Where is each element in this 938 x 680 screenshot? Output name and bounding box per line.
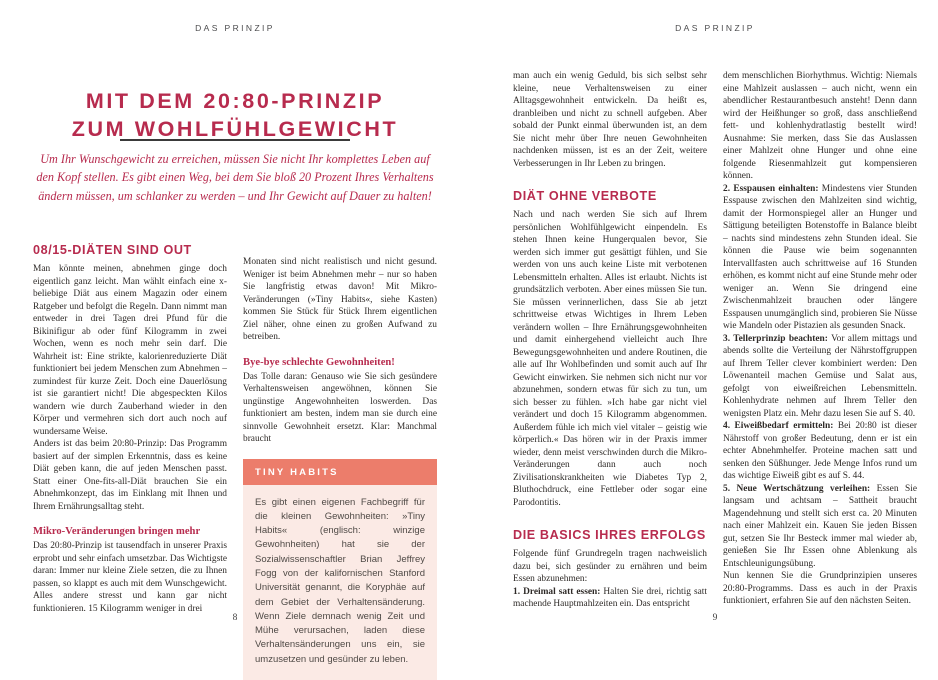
rule-text-4: Bei 20:80 ist dieser Nährstoff von großer Bedeutung, denn er ist ein echter Abnehmhelfer. Proteine machen satt und senken den Süßhunger. Jede Menge Infos rund um das wichtige Eiweiß gibt es auf S. 44. — [723, 421, 917, 481]
rule-label-4: 4. Eiweißbedarf ermitteln: — [723, 421, 833, 431]
rule-paragraph-1 — [513, 586, 707, 611]
paragraph: man auch ein wenig Geduld, bis sich selbst sehr kleine, neue Verhaltensweisen zu einer Alltagsgewohnheit entwickeln. Da heißt es, dranbleiben und nicht zu schnell aufgeben. Aber sobald der Punkt einmal überwunden ist, an dem Sie nicht mehr über Ihre neuen Gewohnheiten nachdenken müssen, ist es an der Zeit, weitere Verbesserungen in Ihr Leben zu bringen. — [513, 70, 707, 170]
section-heading-basics-ihres-erfolgs: DIE BASICS IHRES ERFOLGS — [513, 528, 707, 542]
paragraph: Nun kennen Sie die Grundprinzipien unseres 20:80-Programms. Dass es auch in der Praxis funktioniert, erfahren Sie auf den nächsten Seiten. — [723, 570, 917, 608]
rule-paragraph-2 — [723, 183, 917, 333]
title-divider — [120, 139, 350, 141]
page-number-left: 8 — [33, 613, 437, 623]
paragraph: Das Tolle daran: Genauso wie Sie sich gesündere Verhaltensweisen angewöhnen, können Sie ungünstige Angewohnheiten loswerden. Das funktioniert am besten, indem man sie durch eine sinnvolle Gewohnheit ersetzt. Klar: Manchmal braucht — [243, 371, 437, 446]
paragraph: Man könnte meinen, abnehmen ginge doch eigentlich ganz leicht. Man wählt einfach eine x-beliebige Diät aus einem Magazin oder einem Ratgeber und befolgt die Regeln. Dann nimmt man entweder in drei Tagen drei Pfund für die Bikinifigur ab oder fünf Kilogramm in zwei Wochen, wenn es noch mehr sein darf. Die Wahrheit ist: Eine strikte, kalorienreduzierte Diät funktioniert bei jedem Menschen zum Abnehmen – zumindest für kurze Zeit. Doch eine Dauerlösung ist sie garantiert nicht! Die abgespeckten Kilos wandern wie durch Zauberhand wieder in den Körper und vermehren sich dort auch noch auf wundersame Weise. — [33, 263, 227, 438]
running-head-right: DAS PRINZIP — [513, 23, 917, 33]
rule-text-5: Essen Sie langsam und achtsam – Sattheit braucht Magendehnung und stellt sich erst ca. 20 Minuten nach einer Mahlzeit ein. Kauen Sie jeden Bissen gut, setzen Sie Ihr Besteck immer mal wieder ab, genießen Sie Ihr Essen ohne Ablenkung als Entschleunigungsübung. — [723, 484, 917, 569]
right-page-column-1 — [513, 70, 707, 611]
right-page-columns — [513, 70, 917, 611]
rule-label-3: 3. Tellerprinzip beachten: — [723, 334, 828, 344]
rule-text-2: Mindestens vier Stunden Esspause zwischen den Mahlzeiten sind wichtig, damit der Hormonspiegel aller an Hunger und Sättigung beteiligten Botenstoffe in Balance bleibt – nachts sind mindestens zehn Stunden ideal. Sie können die Pause wie beim sogenannten Intervallfasten auch schrittweise auf 16 Stunden erhöhen, es kommt nicht auf eine Stunde mehr oder weniger an. Wenn Sie dringend eine Zwischenmahlzeit brauchen oder längere Esspausen unumgänglich sind, probieren Sie Nüsse wie Mandeln oder Pistazien als gesunden Snack. — [723, 184, 917, 332]
rule-label-5: 5. Neue Wertschätzung verleihen: — [723, 484, 870, 494]
rule-text-3: Vor allem mittags und abends sollte die Verteilung der Nährstoffgruppen auf Ihrem Teller clever kombiniert werden: Den Löwenanteil machen Gemüse und Salat aus, gefolgt von eiweißreichen Lebensmitteln. Kohlenhydrate nehmen auf Ihrem Teller den wenigsten Platz ein. Mehr dazu lesen Sie auf S. 40. — [723, 334, 917, 419]
rule-paragraph-4 — [723, 420, 917, 483]
page-right — [513, 0, 917, 648]
paragraph: Monaten sind nicht realistisch und nicht gesund. Weniger ist beim Abnehmen mehr – nur so haben Sie langfristig etwas davon! Mit Mikro-Veränderungen (»Tiny Habits«, siehe Kasten) kommen Sie Stück für Stück Ihrem eigentlichen Ziel näher, ohne einen zu großen Aufwand zu betreiben. — [243, 256, 437, 344]
running-head-left: DAS PRINZIP — [33, 23, 437, 33]
page-number-right: 9 — [513, 613, 917, 623]
rule-label-2: 2. Esspausen einhalten: — [723, 184, 818, 194]
page-title-line1: MIT DEM 20:80-PRINZIP — [86, 89, 384, 113]
right-page-column-2 — [723, 70, 917, 611]
tiny-habits-box-text: Es gibt einen eigenen Fachbegriff für die kleinen Gewohnheiten: »Tiny Habits« (englisch: winzige Gewohnheiten) hat sie der Sozialwissenschaftler Brian Jeffrey Fogg von der kalifornischen Stanford Universität genannt, die Koryphäe auf dem Gebiet der Verhaltensänderung. Wenn Ziele demnach wenig Zeit und Mühe verursachen, laden diese Verhaltensänderungen uns ein, sie umzusetzen und gesünder zu leben. — [243, 485, 437, 680]
section-heading-diaet-ohne-verbote: DIÄT OHNE VERBOTE — [513, 189, 707, 203]
intro-paragraph: Um Ihr Wunschgewicht zu erreichen, müssen Sie nicht Ihr komplettes Leben auf den Kopf stellen. Es gibt einen Weg, bei dem Sie bloß 20 Prozent Ihres Verhaltens ändern müssen, um schlanker zu werden – und Ihr Gewicht auf Dauer zu halten! — [31, 150, 439, 205]
rule-label-1: 1. Dreimal satt essen: — [513, 587, 600, 597]
paragraph: dem menschlichen Biorhythmus. Wichtig: Niemals eine Mahlzeit auslassen – auch nicht, wenn ein abendlicher Restaurantbesuch ansteht! Denn dann wird der Heißhunger so groß, dass anschließend fett- und kohlenhydratlastig bestellt wird! Ausnahme: Sie merken, dass Sie das Auslassen einer Mahlzeit ohne Hunger und ohne eine folgende Riesenmahlzeit gut kompensieren können. — [723, 70, 917, 183]
section-heading-diaeten-sind-out: 08/15-DIÄTEN SIND OUT — [33, 243, 227, 257]
page-title-line2: ZUM WOHLFÜHLGEWICHT — [72, 117, 398, 141]
subheading-mikro-veraenderungen: Mikro-Veränderungen bringen mehr — [33, 525, 227, 538]
subheading-bye-bye-gewohnheiten: Bye-bye schlechte Gewohnheiten! — [243, 356, 437, 369]
tiny-habits-box-title: TINY HABITS — [243, 459, 437, 485]
paragraph: Folgende fünf Grundregeln tragen nachweislich dazu bei, sich gesünder zu ernähren und beim Essen abzunehmen: — [513, 548, 707, 586]
rule-paragraph-3 — [723, 333, 917, 421]
tiny-habits-box — [243, 459, 437, 680]
page-title — [33, 87, 437, 143]
rule-paragraph-5 — [723, 483, 917, 571]
rule-text-1: Halten Sie drei, richtig satt machende Hauptmahlzeiten ein. Das entspricht — [513, 587, 707, 610]
paragraph: Nach und nach werden Sie sich auf Ihrem persönlichen Wohlfühlgewicht einpendeln. Es stehen Ihnen keine Hungerqualen bevor, Sie werden sich immer gut gesättigt fühlen, und Sie werden von uns auch keine Liste mit verbotenen Lebensmitteln erhalten. Alles ist erlaubt. Nichts ist grundsätzlich verboten. Aber eines müssen Sie tun. Sie müssen verinnerlichen, dass Sie ab jetzt schrittweise etwas Wichtiges in Ihrem Leben verändern wollen – Ihre Ernährungsgewohnheiten und damit einhergehend vielleicht auch Ihre Bewegungsgewohnheiten und andere Routinen, die alle auf Ihr Wohlbefinden und somit auch auf Ihr Gewicht einwirken. Sie nehmen sich nicht nur vor abzunehmen, sondern etwas für sich zu tun, um sich besser zu fühlen. »Ich habe gar nicht viel verändert und doch 15 Kilogramm abgenommen. Außerdem fühle ich mich viel vitaler – geistig wie körperlich.« Das hören wir in der Praxis immer wieder, denn meist verschwinden durch die Mikro-Veränderungen dann auch noch Zivilisationskrankheiten wie Diabetes Typ 2, Bluthochdruck, eine Fettleber oder sogar eine Parodontitis. — [513, 209, 707, 509]
page-left — [33, 0, 437, 648]
paragraph: Anders ist das beim 20:80-Prinzip: Das Programm basiert auf der simplen Erkenntnis, dass es keine Diät geben kann, die auf jeden Menschen passt. Statt einer One-fits-all-Diät brauchen Sie ein Abnehmkonzept, das im Einklang mit Ihnen und Ihrem Ernährungsalltag steht. — [33, 438, 227, 513]
paragraph: Das 20:80-Prinzip ist tausendfach in unserer Praxis erprobt und sehr einfach umsetzbar. Das Wichtigste daran: Immer nur kleine Ziele setzen, die zu Ihnen passen, so klappt es auch mit dem Wunschgewicht. Alles andere stresst und kann gar nicht funktionieren. 15 Kilogramm weniger in drei — [33, 540, 227, 615]
